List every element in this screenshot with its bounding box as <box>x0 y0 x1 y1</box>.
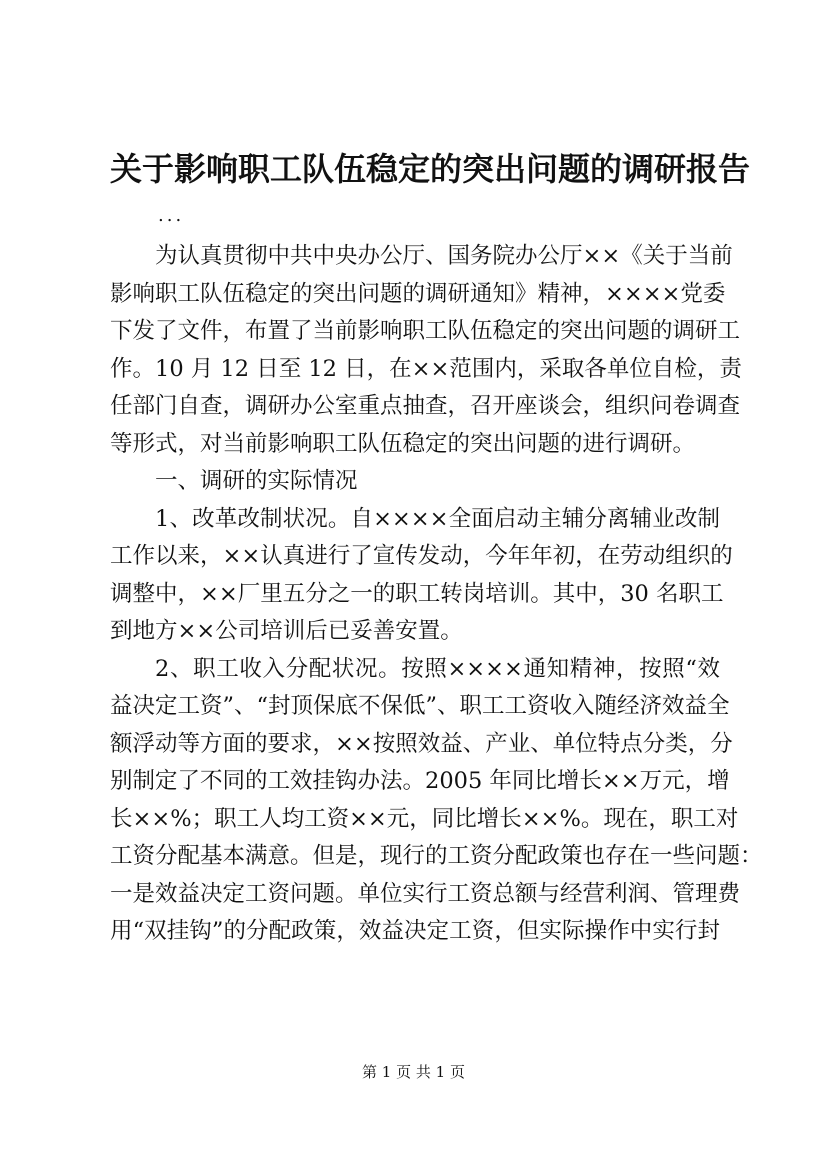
ellipsis: ... <box>158 205 185 226</box>
text-line: 工资分配基本满意。但是，现行的工资分配政策也存在一些问题： <box>110 843 763 869</box>
text-line: 工作以来，××认真进行了宣传发动，今年年初，在劳动组织的 <box>110 543 733 569</box>
text-line: 等形式，对当前影响职工队伍稳定的突出问题的进行调研。 <box>110 430 696 457</box>
section-heading-text: 一、调研的实际情况 <box>155 468 358 494</box>
text-line: 调整中，××厂里五分之一的职工转岗培训。其中，30 名职工 <box>110 580 724 607</box>
section-heading <box>110 463 720 501</box>
text-line: 用“双挂钩”的分配政策，效益决定工资，但实际操作中实行封 <box>110 918 720 944</box>
page-footer: 第 1 页 共 1 页 <box>362 1063 465 1081</box>
text-line: 任部门自查，调研办公室重点抽查，召开座谈会，组织问卷调查 <box>110 393 741 419</box>
text-line: 到地方××公司培训后已妥善安置。 <box>110 618 463 644</box>
text-line: 下发了文件，布置了当前影响职工队伍稳定的突出问题的调研工 <box>110 318 741 344</box>
text-line: 长××%；职工人均工资××元，同比增长××%。现在，职工对 <box>110 805 739 832</box>
text-line: 为认真贯彻中共中央办公厅、国务院办公厅××《关于当前 <box>155 243 733 269</box>
text-line: 别制定了不同的工效挂钩办法。2005 年同比增长××万元，增 <box>110 768 730 794</box>
text-line: 额浮动等方面的要求，××按照效益、产业、单位特点分类，分 <box>110 730 733 757</box>
text-line: 一是效益决定工资问题。单位实行工资总额与经营利润、管理费 <box>110 880 741 907</box>
text-line: 影响职工队伍稳定的突出问题的调研通知》精神，××××党委 <box>110 280 726 307</box>
text-line: 益决定工资”、“封顶保底不保低”、职工工资收入随经济效益全 <box>110 693 730 719</box>
text-line: 1、改革改制状况。自××××全面启动主辅分离辅业改制 <box>155 505 720 532</box>
paragraph-intro <box>110 238 742 463</box>
text-line: 作。10 月 12 日至 12 日，在××范围内，采取各单位自检，责 <box>110 355 742 382</box>
paragraph-reform <box>110 501 733 651</box>
document-body <box>110 238 763 951</box>
paragraph-income <box>110 651 763 951</box>
document-title: 关于影响职工队伍稳定的突出问题的调研报告 <box>110 150 751 188</box>
text-line: 2、职工收入分配状况。按照××××通知精神，按照“效 <box>155 655 720 682</box>
